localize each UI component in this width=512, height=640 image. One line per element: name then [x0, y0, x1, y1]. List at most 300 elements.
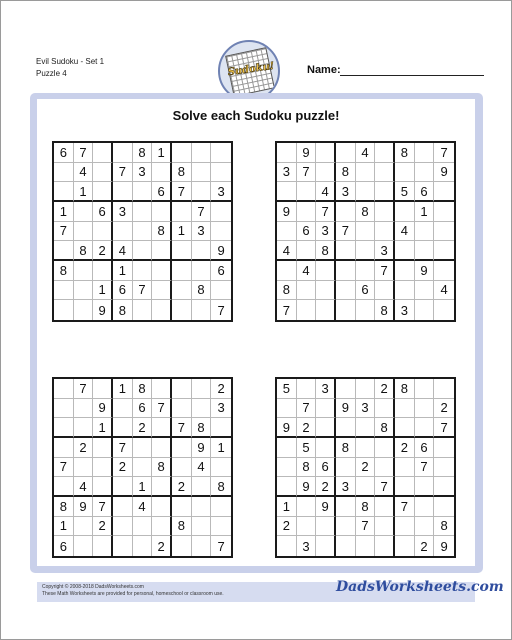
- sudoku-cell: [113, 477, 133, 497]
- sudoku-cell: [395, 458, 415, 478]
- sudoku-cell: 2: [133, 418, 153, 438]
- sudoku-cell: [172, 143, 192, 163]
- sudoku-cell: 5: [277, 379, 297, 399]
- logo-text: Sudoku!: [227, 60, 275, 79]
- sudoku-cell: 8: [277, 281, 297, 301]
- sudoku-cell: [113, 143, 133, 163]
- sudoku-cell: [172, 458, 192, 478]
- copyright-text: Copyright © 2008-2018 DadsWorksheets.com: [42, 584, 144, 590]
- sudoku-cell: 9: [277, 202, 297, 222]
- sudoku-cell: [415, 477, 435, 497]
- sudoku-cell: [375, 222, 395, 242]
- name-field-line: [340, 75, 484, 76]
- sudoku-cell: [192, 477, 212, 497]
- sudoku-cell: [172, 281, 192, 301]
- sudoku-cell: [93, 143, 113, 163]
- sudoku-cell: 8: [172, 517, 192, 537]
- sudoku-cell: [375, 202, 395, 222]
- sudoku-cell: [211, 163, 231, 183]
- sudoku-cell: 6: [152, 182, 172, 202]
- sudoku-cell: 8: [375, 300, 395, 320]
- sudoku-cell: [356, 418, 376, 438]
- sudoku-cell: [316, 517, 336, 537]
- sudoku-cell: [415, 222, 435, 242]
- sudoku-cell: 2: [152, 536, 172, 556]
- sudoku-cell: [113, 536, 133, 556]
- footer-text: [42, 584, 224, 598]
- sudoku-cell: 3: [113, 202, 133, 222]
- sudoku-cell: 3: [336, 182, 356, 202]
- sudoku-cell: [192, 497, 212, 517]
- sudoku-cell: 8: [172, 163, 192, 183]
- sudoku-cell: 1: [152, 143, 172, 163]
- sudoku-cell: [172, 399, 192, 419]
- sudoku-cell: [54, 241, 74, 261]
- sudoku-cell: [434, 202, 454, 222]
- sudoku-cell: 8: [54, 261, 74, 281]
- sudoku-cell: 1: [93, 281, 113, 301]
- sudoku-cell: 8: [211, 477, 231, 497]
- sudoku-cell: [434, 300, 454, 320]
- sudoku-cell: 2: [316, 477, 336, 497]
- sudoku-cell: [74, 261, 94, 281]
- sudoku-cell: [415, 399, 435, 419]
- instructions: Solve each Sudoku puzzle!: [172, 108, 340, 123]
- sudoku-cell: [316, 536, 336, 556]
- sudoku-cell: [395, 399, 415, 419]
- sudoku-cell: [113, 418, 133, 438]
- sudoku-cell: [74, 202, 94, 222]
- sudoku-cell: [336, 261, 356, 281]
- sudoku-cell: 9: [93, 300, 113, 320]
- sudoku-cell: 1: [277, 497, 297, 517]
- sudoku-cell: 9: [93, 399, 113, 419]
- sudoku-cell: 8: [297, 458, 317, 478]
- sudoku-cell: [375, 438, 395, 458]
- sudoku-cell: [152, 281, 172, 301]
- sudoku-cell: 4: [316, 182, 336, 202]
- sudoku-cell: 7: [415, 458, 435, 478]
- sudoku-cell: [356, 163, 376, 183]
- sudoku-cell: [316, 418, 336, 438]
- sudoku-cell: 4: [356, 143, 376, 163]
- sudoku-cell: [192, 536, 212, 556]
- sudoku-cell: [336, 241, 356, 261]
- sudoku-grid-bottom-right: [275, 377, 456, 558]
- sudoku-cell: 4: [434, 281, 454, 301]
- sudoku-cell: [113, 517, 133, 537]
- sudoku-cell: 2: [172, 477, 192, 497]
- sudoku-cell: [133, 517, 153, 537]
- sudoku-cell: [74, 300, 94, 320]
- sudoku-cell: [211, 222, 231, 242]
- sudoku-cell: 8: [356, 497, 376, 517]
- sudoku-cell: [172, 379, 192, 399]
- sudoku-cell: [133, 458, 153, 478]
- sudoku-cell: [133, 536, 153, 556]
- sudoku-cell: 9: [297, 477, 317, 497]
- sudoku-cell: [316, 143, 336, 163]
- sudoku-cell: 4: [395, 222, 415, 242]
- sudoku-cell: 3: [133, 163, 153, 183]
- sudoku-cell: [192, 163, 212, 183]
- sudoku-cell: [336, 143, 356, 163]
- sudoku-cell: 7: [217, 538, 225, 554]
- sudoku-cell: [316, 163, 336, 183]
- sudoku-cell: [74, 517, 94, 537]
- sudoku-cell: [113, 182, 133, 202]
- sudoku-cell: [152, 202, 172, 222]
- sudoku-cell: [316, 300, 336, 320]
- sudoku-cell: [152, 241, 172, 261]
- sudoku-cell: [211, 497, 231, 517]
- sudoku-cell: 4: [277, 241, 297, 261]
- sudoku-cell: [375, 182, 395, 202]
- sudoku-cell: 9: [211, 241, 231, 261]
- sudoku-cell: [54, 399, 74, 419]
- sudoku-cell: [336, 458, 356, 478]
- sudoku-cell: 1: [211, 438, 231, 458]
- sudoku-cell: 7: [375, 261, 395, 281]
- sudoku-cell: 7: [356, 517, 376, 537]
- sudoku-cell: [93, 458, 113, 478]
- sudoku-cell: [113, 399, 133, 419]
- sudoku-cell: 7: [297, 163, 317, 183]
- sudoku-cell: 8: [133, 379, 153, 399]
- sudoku-cell: [356, 300, 376, 320]
- sudoku-cell: 7: [133, 281, 153, 301]
- sudoku-cell: [297, 379, 317, 399]
- sudoku-cell: 8: [336, 163, 356, 183]
- sudoku-cell: [113, 222, 133, 242]
- sudoku-cell: 9: [434, 163, 454, 183]
- sudoku-cell: [152, 477, 172, 497]
- sudoku-cell: [133, 261, 153, 281]
- sudoku-cell: 7: [74, 143, 94, 163]
- sudoku-cell: [277, 222, 297, 242]
- sudoku-cell: [277, 438, 297, 458]
- sudoku-cell: [375, 536, 395, 556]
- sudoku-cell: [336, 300, 356, 320]
- sudoku-cell: 2: [395, 438, 415, 458]
- sudoku-cell: [356, 241, 376, 261]
- sudoku-cell: [316, 399, 336, 419]
- sudoku-cell: 4: [113, 241, 133, 261]
- sudoku-cell: 2: [211, 379, 231, 399]
- sudoku-cell: [74, 222, 94, 242]
- sudoku-cell: [211, 281, 231, 301]
- sudoku-cell: [192, 399, 212, 419]
- sudoku-cell: [277, 458, 297, 478]
- sudoku-cell: [133, 300, 153, 320]
- worksheet-title: Evil Sudoku - Set 1: [36, 57, 105, 66]
- usage-note: These Math Worksheets are provided for personal, homeschool or classroom use.: [42, 591, 224, 597]
- sudoku-cell: 8: [152, 458, 172, 478]
- sudoku-cell: 7: [375, 477, 395, 497]
- sudoku-cell: [395, 241, 415, 261]
- sudoku-cell: 4: [297, 261, 317, 281]
- sudoku-cell: [395, 261, 415, 281]
- sudoku-cell: [395, 202, 415, 222]
- sudoku-cell: 3: [395, 300, 415, 320]
- sudoku-cell: [415, 517, 435, 537]
- sudoku-cell: [356, 261, 376, 281]
- sudoku-cell: [54, 379, 74, 399]
- sudoku-cell: [93, 261, 113, 281]
- sudoku-cell: 8: [356, 202, 376, 222]
- sudoku-cell: 3: [336, 477, 356, 497]
- sudoku-cell: 7: [152, 399, 172, 419]
- sudoku-cell: [172, 261, 192, 281]
- sudoku-cell: 2: [277, 517, 297, 537]
- sudoku-cell: 2: [93, 241, 113, 261]
- sudoku-cell: [152, 418, 172, 438]
- sudoku-cell: [152, 438, 172, 458]
- sudoku-cell: [211, 517, 231, 537]
- sudoku-cell: [74, 281, 94, 301]
- sudoku-cell: [74, 536, 94, 556]
- sudoku-cell: [74, 458, 94, 478]
- sudoku-cell: [172, 438, 192, 458]
- sudoku-cell: [434, 379, 454, 399]
- sudoku-cell: [415, 497, 435, 517]
- sudoku-cell: [277, 143, 297, 163]
- sudoku-cell: [152, 300, 172, 320]
- sudoku-cell: 5: [395, 182, 415, 202]
- sudoku-cell: [375, 399, 395, 419]
- sudoku-cell: 3: [316, 222, 336, 242]
- sudoku-cell: 9: [336, 399, 356, 419]
- sudoku-cell: [415, 379, 435, 399]
- sudoku-cell: [434, 477, 454, 497]
- sudoku-cell: [192, 182, 212, 202]
- sudoku-cell: 9: [74, 497, 94, 517]
- sudoku-cell: 6: [133, 399, 153, 419]
- sudoku-cell: 9: [316, 497, 336, 517]
- sudoku-cell: 4: [74, 163, 94, 183]
- sudoku-cell: 7: [54, 222, 74, 242]
- sudoku-cell: [192, 379, 212, 399]
- sudoku-cell: [316, 261, 336, 281]
- sudoku-grid-top-right: [275, 141, 456, 322]
- sudoku-cell: [415, 241, 435, 261]
- sudoku-cell: [192, 241, 212, 261]
- sudoku-cell: [395, 418, 415, 438]
- sudoku-cell: 3: [316, 379, 336, 399]
- sudoku-cell: [415, 143, 435, 163]
- sudoku-cell: [172, 497, 192, 517]
- sudoku-cell: [133, 438, 153, 458]
- sudoku-cell: [395, 477, 415, 497]
- sudoku-cell: 7: [277, 300, 297, 320]
- sudoku-cell: 1: [54, 517, 74, 537]
- sudoku-cell: 7: [172, 418, 192, 438]
- sudoku-cell: 2: [93, 517, 113, 537]
- sudoku-cell: 7: [316, 202, 336, 222]
- sudoku-cell: [434, 458, 454, 478]
- sudoku-cell: [54, 163, 74, 183]
- sudoku-cell: [277, 399, 297, 419]
- sudoku-cell: 7: [192, 202, 212, 222]
- sudoku-cell: 6: [415, 182, 435, 202]
- sudoku-cell: [434, 438, 454, 458]
- sudoku-cell: 8: [192, 281, 212, 301]
- sudoku-cell: 6: [415, 438, 435, 458]
- sudoku-cell: 6: [316, 458, 336, 478]
- brand-logo: DadsWorksheets.com: [336, 579, 504, 595]
- sudoku-grid-top-left: [52, 141, 233, 322]
- sudoku-cell: 7: [336, 222, 356, 242]
- sudoku-cell: [133, 241, 153, 261]
- sudoku-cell: 1: [113, 379, 133, 399]
- sudoku-cell: [434, 497, 454, 517]
- sudoku-cell: [395, 281, 415, 301]
- sudoku-cell: [54, 182, 74, 202]
- sudoku-cell: [133, 202, 153, 222]
- sudoku-cell: [152, 517, 172, 537]
- sudoku-cell: [93, 163, 113, 183]
- sudoku-cell: [172, 202, 192, 222]
- sudoku-cell: [375, 163, 395, 183]
- sudoku-cell: 3: [211, 399, 231, 419]
- sudoku-cell: 8: [395, 143, 415, 163]
- sudoku-cell: 8: [152, 222, 172, 242]
- sudoku-cell: [297, 182, 317, 202]
- sudoku-cell: [211, 202, 231, 222]
- sudoku-cell: 6: [54, 143, 74, 163]
- sudoku-cell: [336, 418, 356, 438]
- sudoku-cell: [133, 222, 153, 242]
- sudoku-cell: [434, 182, 454, 202]
- sudoku-cell: 6: [297, 222, 317, 242]
- sudoku-cell: [336, 517, 356, 537]
- sudoku-cell: 2: [415, 536, 435, 556]
- sudoku-cell: 1: [93, 418, 113, 438]
- sudoku-cell: [93, 379, 113, 399]
- sudoku-cell: [211, 458, 231, 478]
- sudoku-cell: [277, 261, 297, 281]
- sudoku-cell: [356, 182, 376, 202]
- name-label: Name:: [307, 64, 341, 76]
- sudoku-cell: 1: [133, 477, 153, 497]
- sudoku-cell: [74, 399, 94, 419]
- sudoku-cell: [172, 536, 192, 556]
- sudoku-cell: [192, 143, 212, 163]
- sudoku-cell: [434, 261, 454, 281]
- sudoku-cell: [54, 477, 74, 497]
- sudoku-cell: [113, 497, 133, 517]
- sudoku-cell: 2: [356, 458, 376, 478]
- sudoku-cell: 8: [395, 379, 415, 399]
- sudoku-cell: [172, 300, 192, 320]
- sudoku-cell: [93, 438, 113, 458]
- sudoku-cell: 6: [54, 536, 74, 556]
- sudoku-cell: [375, 143, 395, 163]
- sudoku-cell: 2: [297, 418, 317, 438]
- sudoku-cell: [297, 497, 317, 517]
- sudoku-cell: [356, 379, 376, 399]
- sudoku-cell: [375, 517, 395, 537]
- sudoku-cell: 7: [54, 458, 74, 478]
- sudoku-cell: 8: [54, 497, 74, 517]
- sudoku-cell: 7: [297, 399, 317, 419]
- sudoku-cell: [316, 438, 336, 458]
- sudoku-cell: [395, 517, 415, 537]
- sudoku-cell: 1: [74, 182, 94, 202]
- sudoku-grid-bottom-left: [52, 377, 233, 558]
- sudoku-cell: [395, 536, 415, 556]
- sudoku-cell: 8: [434, 517, 454, 537]
- sudoku-cell: 9: [192, 438, 212, 458]
- sudoku-cell: [54, 418, 74, 438]
- sudoku-cell: 8: [336, 438, 356, 458]
- sudoku-cell: 6: [211, 261, 231, 281]
- sudoku-cell: [375, 497, 395, 517]
- sudoku-cell: [434, 241, 454, 261]
- sudoku-cell: 8: [375, 418, 395, 438]
- sudoku-cell: [277, 536, 297, 556]
- sudoku-cell: [192, 300, 212, 320]
- sudoku-cell: [316, 281, 336, 301]
- sudoku-cell: [336, 281, 356, 301]
- sudoku-cell: 8: [192, 418, 212, 438]
- sudoku-cell: [54, 281, 74, 301]
- sudoku-cell: [152, 261, 172, 281]
- sudoku-cell: [297, 281, 317, 301]
- sudoku-cell: [297, 517, 317, 537]
- sudoku-cell: [375, 281, 395, 301]
- sudoku-cell: [93, 222, 113, 242]
- sudoku-cell: [152, 163, 172, 183]
- sudoku-cell: [54, 438, 74, 458]
- sudoku-cell: 6: [356, 281, 376, 301]
- sudoku-cell: 4: [133, 497, 153, 517]
- sudoku-cell: [93, 477, 113, 497]
- sudoku-cell: 1: [172, 222, 192, 242]
- sudoku-cell: [297, 241, 317, 261]
- sudoku-cell: [54, 300, 74, 320]
- sudoku-cell: [336, 536, 356, 556]
- sudoku-cell: [415, 163, 435, 183]
- sudoku-cell: 3: [211, 182, 231, 202]
- sudoku-cell: 8: [316, 241, 336, 261]
- sudoku-cell: 9: [297, 143, 317, 163]
- sudoku-cell: [152, 379, 172, 399]
- sudoku-cell: [356, 438, 376, 458]
- sudoku-cell: [211, 418, 231, 438]
- sudoku-cell: 9: [415, 261, 435, 281]
- sudoku-cell: [172, 241, 192, 261]
- sudoku-cell: [93, 182, 113, 202]
- sudoku-cell: [152, 497, 172, 517]
- sudoku-cell: [192, 261, 212, 281]
- sudoku-cell: 2: [375, 379, 395, 399]
- sudoku-cell: [356, 222, 376, 242]
- sudoku-cell: [133, 182, 153, 202]
- sudoku-cell: 7: [93, 497, 113, 517]
- sudoku-cell: 9: [440, 538, 448, 554]
- sudoku-cell: [277, 477, 297, 497]
- sudoku-cell: 2: [113, 458, 133, 478]
- sudoku-cell: [93, 536, 113, 556]
- sudoku-cell: [74, 418, 94, 438]
- sudoku-cell: 1: [113, 261, 133, 281]
- sudoku-cell: 3: [277, 163, 297, 183]
- sudoku-cell: 7: [395, 497, 415, 517]
- sudoku-cell: [434, 222, 454, 242]
- sudoku-cell: 7: [113, 163, 133, 183]
- sudoku-cell: 3: [192, 222, 212, 242]
